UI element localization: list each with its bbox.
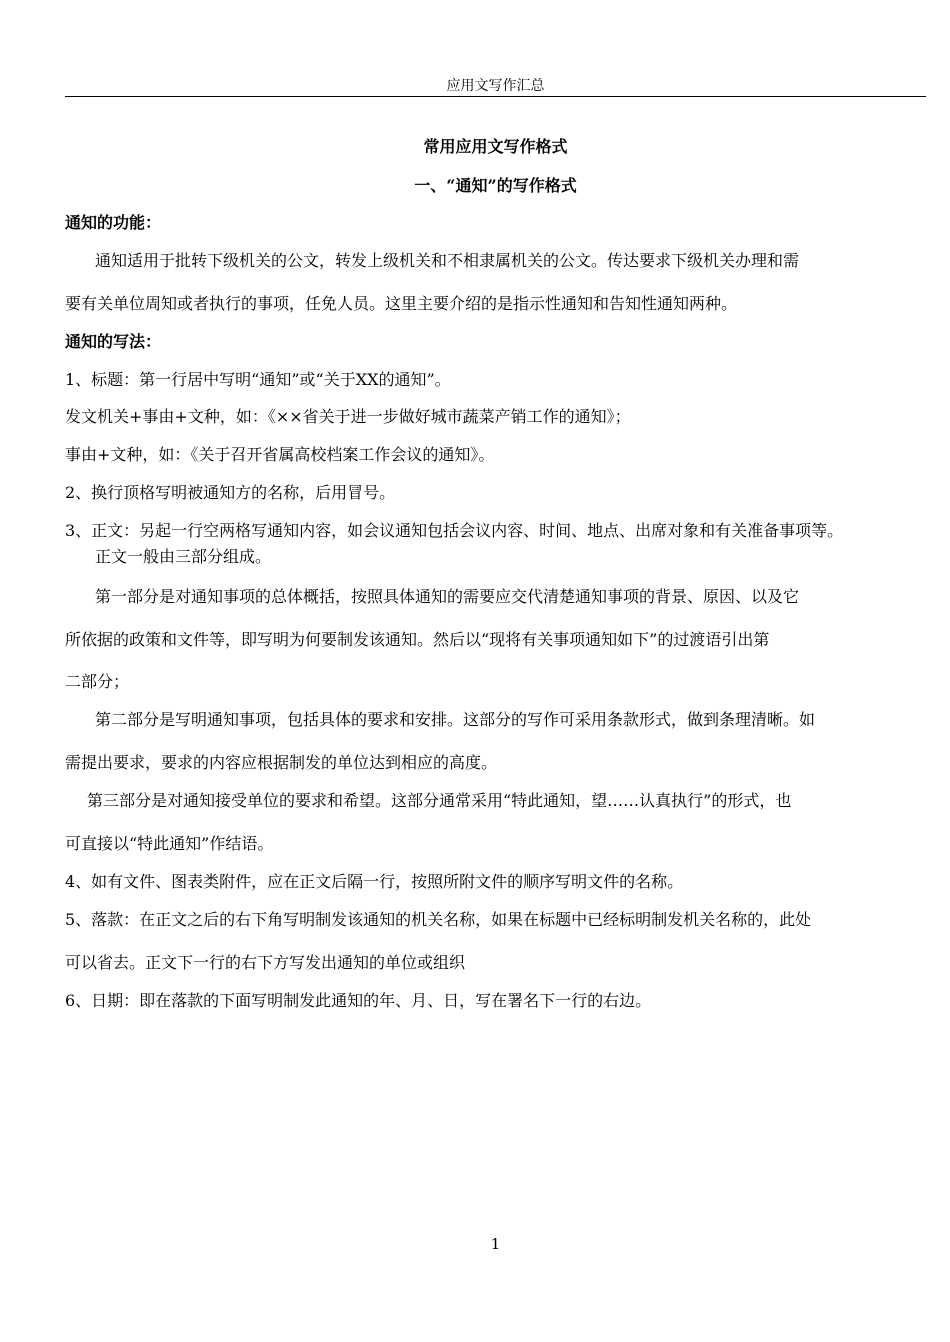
item-1-example-1: 发文机关+事由+文种，如：《××省关于进一步做好城市蔬菜产销工作的通知》； bbox=[65, 407, 631, 426]
part-3-line-2: 可直接以“特此通知”作结语。 bbox=[65, 834, 274, 853]
item-1-example-2: 事由+文种，如：《关于召开省属高校档案工作会议的通知》。 bbox=[65, 445, 495, 464]
item-2: 2、换行顶格写明被通知方的名称，后用冒号。 bbox=[65, 483, 396, 502]
part-1-line-2: 所依据的政策和文件等，即写明为何要制发该通知。然后以“现将有关事项通知如下”的过渡语引出第 bbox=[65, 630, 770, 649]
method-heading: 通知的写法： bbox=[65, 332, 162, 351]
item-3-line-1: 3、正文：另起一行空两格写通知内容，如会议通知包括会议内容、时间、地点、出席对象和有关准备事项等。 bbox=[65, 521, 844, 540]
part-1-line-3: 二部分； bbox=[65, 672, 130, 691]
function-heading: 通知的功能： bbox=[65, 213, 162, 232]
running-header: 应用文写作汇总 bbox=[446, 78, 545, 94]
header-rule bbox=[65, 96, 926, 97]
item-5-line-2: 可以省去。正文下一行的右下方写发出通知的单位或组织 bbox=[65, 953, 466, 972]
item-1: 1、标题：第一行居中写明“通知”或“关于XX的通知”。 bbox=[65, 370, 451, 389]
section-title: 一、“通知”的写作格式 bbox=[414, 176, 577, 195]
page-number: 1 bbox=[490, 1235, 501, 1253]
part-1-line-1: 第一部分是对通知事项的总体概括，按照具体通知的需要应交代清楚通知事项的背景、原因、以及它 bbox=[95, 587, 800, 606]
part-2-line-1: 第二部分是写明通知事项，包括具体的要求和安排。这部分的写作可采用条款形式，做到条理清晰。如 bbox=[95, 710, 816, 729]
item-6: 6、日期：即在落款的下面写明制发此通知的年、月、日，写在署名下一行的右边。 bbox=[65, 991, 652, 1010]
function-paragraph-line-2: 要有关单位周知或者执行的事项，任免人员。这里主要介绍的是指示性通知和告知性通知两种。 bbox=[65, 294, 738, 313]
item-4: 4、如有文件、图表类附件，应在正文后隔一行，按照所附文件的顺序写明文件的名称。 bbox=[65, 872, 684, 891]
item-3-line-2: 正文一般由三部分组成。 bbox=[95, 547, 272, 566]
function-paragraph-line-1: 通知适用于批转下级机关的公文，转发上级机关和不相隶属机关的公文。传达要求下级机关办理和需 bbox=[95, 251, 800, 270]
item-5-line-1: 5、落款：在正文之后的右下角写明制发该通知的机关名称，如果在标题中已经标明制发机关名称的，此处 bbox=[65, 910, 812, 929]
document-title: 常用应用文写作格式 bbox=[423, 137, 568, 156]
part-2-line-2: 需提出要求，要求的内容应根据制发的单位达到相应的高度。 bbox=[65, 753, 498, 772]
part-3-line-1: 第三部分是对通知接受单位的要求和希望。这部分通常采用“特此通知，望……认真执行”的形式，也 bbox=[87, 791, 792, 810]
